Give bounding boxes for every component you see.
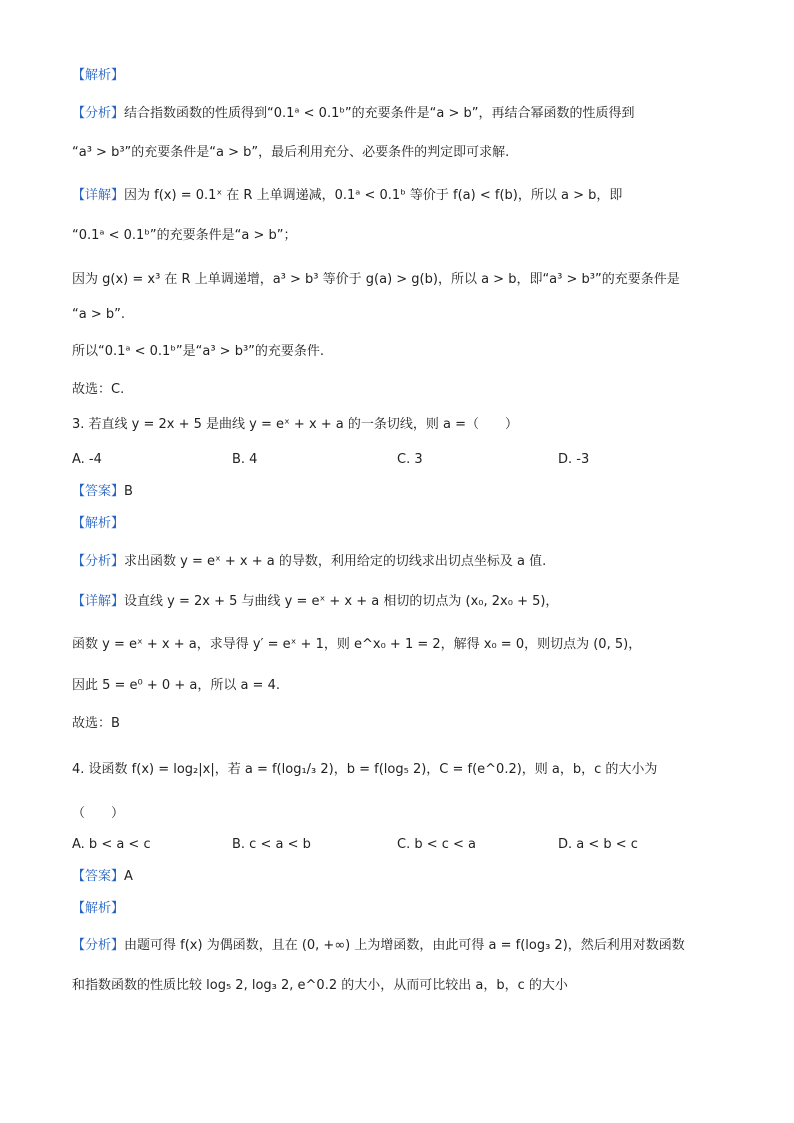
line-text: 因为 g(x) = x³ 在 R 上单调递增，a³ > b³ 等价于 g(a) > g(b)，所以 a > b，即“a³ > b³”的充要条件是	[72, 272, 680, 287]
option-b: B. c < a < b	[232, 837, 311, 852]
option-a: A. -4	[72, 452, 102, 467]
paragraph-line	[72, 635, 722, 655]
option-d: D. a < b < c	[558, 837, 638, 852]
paragraph-line	[72, 270, 722, 290]
line-text: 由题可得 f(x) 为偶函数，且在 (0, +∞) 上为增函数，由此可得 a = f(log₃ 2)，然后利用对数函数	[124, 938, 685, 953]
line-text: “0.1ᵃ < 0.1ᵇ”的充要条件是“a > b”；	[72, 228, 297, 243]
tag-label: 【答案】	[72, 869, 125, 884]
question-4-options	[72, 837, 722, 857]
question-3-options	[72, 452, 722, 472]
paragraph-line	[72, 305, 722, 325]
answer-choice-line	[72, 714, 722, 734]
line-text: 因为 f(x) = 0.1ˣ 在 R 上单调递减，0.1ᵃ < 0.1ᵇ 等价于 f(a) < f(b)，所以 a > b，即	[124, 188, 623, 203]
line-text: 结合指数函数的性质得到“0.1ᵃ < 0.1ᵇ”的充要条件是“a > b”，再结合幂函数的性质得到	[124, 106, 635, 121]
line-text: 设直线 y = 2x + 5 与曲线 y = eˣ + x + a 相切的切点为 (x₀, 2x₀ + 5)，	[124, 594, 559, 609]
paragraph-line	[72, 342, 722, 362]
paragraph-line	[72, 143, 722, 163]
line-text: B	[124, 484, 133, 499]
heading-analysis-3	[72, 899, 722, 919]
paragraph-line	[72, 976, 722, 996]
question-3-stem	[72, 415, 722, 435]
option-a: A. b < a < c	[72, 837, 151, 852]
tag-label: 【分析】	[72, 938, 125, 953]
line-text: 函数 y = eˣ + x + a，求导得 y′ = eˣ + 1，则 e^x₀ + 1 = 2，解得 x₀ = 0，则切点为 (0, 5)，	[72, 637, 642, 652]
paragraph-line	[72, 226, 722, 246]
tag-label: 【分析】	[72, 554, 125, 569]
line-text: 4. 设函数 f(x) = log₂|x|，若 a = f(log₁/₃ 2)，b = f(log₅ 2)，C = f(e^0.2)，则 a，b，c 的大小为	[72, 762, 658, 777]
line-text: 和指数函数的性质比较 log₅ 2, log₃ 2, e^0.2 的大小，从而可比较出 a，b，c 的大小	[72, 978, 568, 993]
line-text: （ ）	[72, 806, 125, 821]
line-text: 3. 若直线 y = 2x + 5 是曲线 y = eˣ + x + a 的一条切线，则 a =（ ）	[72, 417, 519, 432]
heading-analysis-2	[72, 514, 722, 534]
heading-analysis-1	[72, 66, 722, 86]
answer-choice-line	[72, 380, 722, 400]
line-text: 故选：B	[72, 716, 120, 731]
paragraph-line	[72, 592, 722, 612]
line-text: 因此 5 = e⁰ + 0 + a，所以 a = 4.	[72, 678, 280, 693]
paragraph-line	[72, 104, 722, 124]
paragraph-line	[72, 936, 722, 956]
answer-line	[72, 482, 722, 502]
option-c: C. b < c < a	[397, 837, 477, 852]
tag-label: 【分析】	[72, 106, 125, 121]
line-text: 所以“0.1ᵃ < 0.1ᵇ”是“a³ > b³”的充要条件.	[72, 344, 325, 359]
option-b: B. 4	[232, 452, 258, 467]
line-text: 故选：C.	[72, 382, 125, 397]
question-4-blank	[72, 804, 722, 824]
answer-line	[72, 867, 722, 887]
tag-label: 【解析】	[72, 901, 125, 916]
paragraph-line	[72, 552, 722, 572]
line-text: A	[124, 869, 133, 884]
tag-label: 【解析】	[72, 68, 125, 83]
tag-label: 【详解】	[72, 188, 125, 203]
line-text: 求出函数 y = eˣ + x + a 的导数，利用给定的切线求出切点坐标及 a 值.	[124, 554, 547, 569]
paragraph-line	[72, 186, 722, 206]
question-4-stem	[72, 760, 722, 780]
tag-label: 【答案】	[72, 484, 125, 499]
line-text: “a > b”.	[72, 307, 125, 322]
line-text: “a³ > b³”的充要条件是“a > b”，最后利用充分、必要条件的判定即可求解.	[72, 145, 510, 160]
option-d: D. -3	[558, 452, 590, 467]
option-c: C. 3	[397, 452, 423, 467]
tag-label: 【详解】	[72, 594, 125, 609]
tag-label: 【解析】	[72, 516, 125, 531]
paragraph-line	[72, 676, 722, 696]
